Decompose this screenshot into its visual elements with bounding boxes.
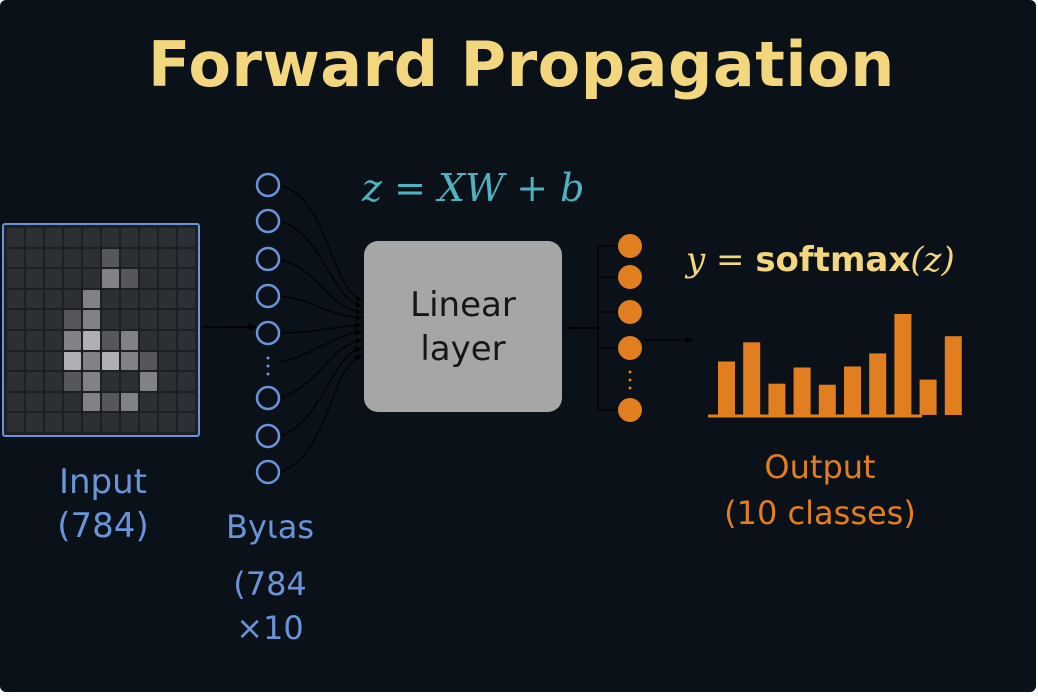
output-bar-chart	[718, 314, 962, 415]
output-bar	[768, 384, 785, 415]
input-neuron	[257, 322, 279, 344]
input-neuron	[257, 425, 279, 447]
input-label-name: Input	[58, 462, 148, 502]
input-neuron	[257, 285, 279, 307]
input-neurons	[257, 174, 279, 483]
input-label-size: (784)	[57, 506, 149, 546]
output-neuron	[618, 336, 642, 360]
output-bar	[844, 367, 861, 416]
softmax-equation-lhs: y =	[686, 240, 756, 280]
input-neuron	[257, 174, 279, 196]
output-neuron	[618, 300, 642, 324]
output-label-classes: (10 classes)	[724, 494, 916, 532]
linear-layer-label-line2: layer	[420, 328, 506, 369]
connection-line	[280, 259, 362, 312]
input-neuron	[257, 248, 279, 270]
output-ellipsis	[629, 371, 632, 390]
output-bar	[718, 362, 735, 416]
output-bar	[794, 368, 811, 416]
ellipsis-dot	[267, 365, 270, 368]
connection-line	[280, 325, 362, 333]
ellipsis-dot	[267, 373, 270, 376]
weights-label: Byιas	[226, 508, 314, 546]
input-ellipsis	[267, 357, 270, 376]
connection-line	[280, 348, 362, 436]
linear-layer-box	[364, 241, 562, 412]
output-bar	[819, 385, 836, 415]
input-connections	[280, 185, 362, 472]
output-bar	[894, 314, 911, 415]
output-bracket	[598, 246, 618, 410]
output-neuron	[618, 234, 642, 258]
ellipsis-dot	[267, 357, 270, 360]
input-neuron	[257, 210, 279, 232]
output-bar	[945, 336, 962, 415]
output-bar	[869, 353, 886, 415]
output-bar	[920, 380, 937, 415]
connection-line	[280, 356, 362, 472]
softmax-equation-arg: (z)	[910, 240, 955, 280]
output-label	[710, 444, 930, 536]
diagram-title: Forward Propagation	[148, 28, 895, 101]
input-neuron	[257, 461, 279, 483]
output-neuron	[618, 265, 642, 289]
connection-line	[280, 185, 362, 300]
weights-dimensions	[214, 562, 326, 650]
ellipsis-dot	[629, 371, 632, 374]
output-neurons	[618, 234, 642, 422]
softmax-equation-fn: softmax	[755, 240, 911, 280]
output-label-name: Output	[764, 448, 876, 486]
linear-layer-label-line1: Linear	[410, 284, 516, 325]
input-neuron	[257, 387, 279, 409]
output-bar	[743, 342, 760, 415]
connection-line	[280, 332, 362, 362]
connection-line	[280, 340, 362, 398]
linear-equation: z = XW + b	[362, 166, 585, 210]
linear-layer-label	[410, 283, 516, 371]
ellipsis-dot	[629, 379, 632, 382]
output-neuron	[618, 398, 642, 422]
ellipsis-dot	[629, 387, 632, 390]
weights-dimensions-line2: ×10	[236, 609, 304, 647]
weights-dimensions-line1: (784	[233, 565, 307, 603]
